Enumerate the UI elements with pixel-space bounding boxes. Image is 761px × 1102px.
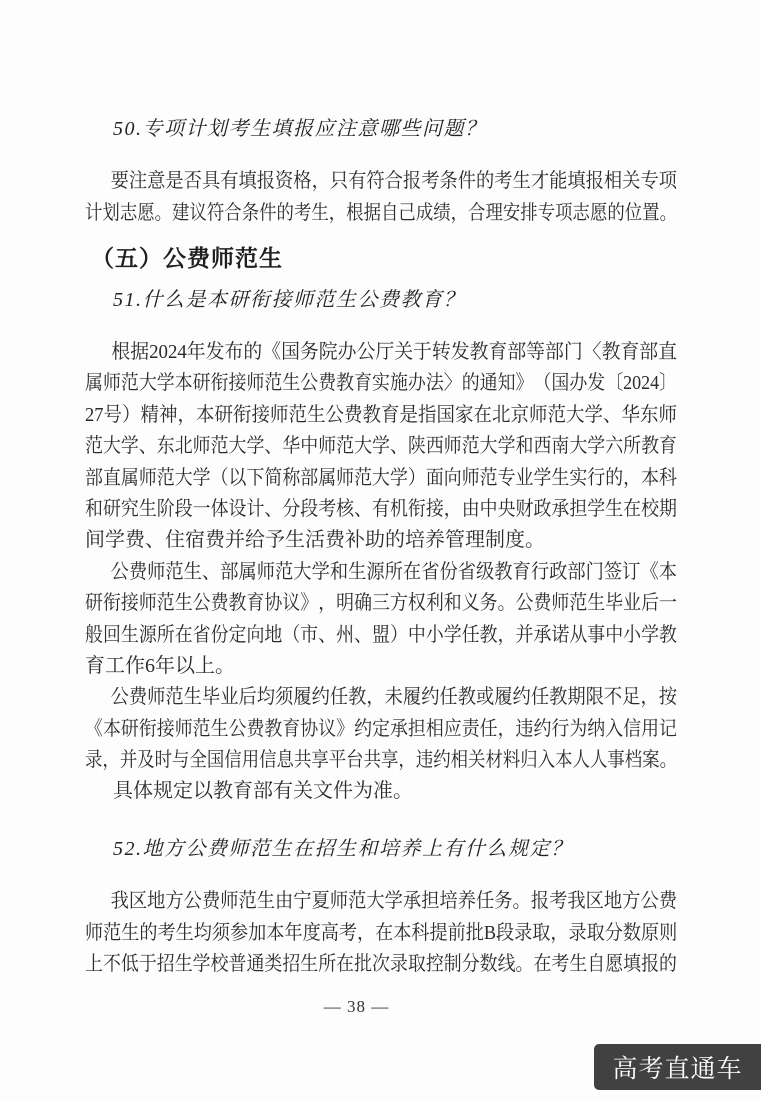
watermark-badge — [594, 1044, 761, 1090]
text-line: 部 直 属 师 范 大 学 （ 以 下 简 称 部 属 师 范 大 学 ） 面 向 师 范 专 业 学 生 实 行 的 ， 本 科 — [85, 466, 677, 489]
paragraph — [85, 886, 677, 980]
section-heading: （五）公费师范生 — [91, 245, 283, 272]
question-heading: 52.地方公费师范生在招生和培养上有什么规定？ — [113, 837, 573, 860]
question-heading: 51.什么是本研衔接师范生公费教育？ — [113, 288, 465, 311]
text-line: 育 工 作 6 年 以 上 。 — [85, 654, 235, 677]
text-line: 属 师 范 大 学 本 研 衔 接 师 范 生 公 费 教 育 实 施 办 法 〉 的 通 知 》 （ 国 办 发 〔 2 0 2 4 〕 — [85, 372, 677, 395]
paragraph — [85, 557, 677, 683]
text-line: 和 研 究 生 阶 段 一 体 设 计 、 分 段 考 核 、 有 机 衔 接 ， 由 中 央 财 政 承 担 学 生 在 校 期 — [85, 497, 677, 520]
text-line: 公 费 师 范 生 、 部 属 师 范 大 学 和 生 源 所 在 省 份 省 级 教 育 行 政 部 门 签 订 《 本 — [110, 560, 677, 583]
text-line: 要 注 意 是 否 具 有 填 报 资 格 ， 只 有 符 合 报 考 条 件 的 考 生 才 能 填 报 相 关 专 项 — [110, 170, 677, 193]
text-line: 上 不 低 于 招 生 学 校 普 通 类 招 生 所 在 批 次 录 取 控 制 分 数 线 。 在 考 生 自 愿 填 报 的 — [85, 953, 677, 976]
paragraph — [85, 682, 677, 776]
paragraph — [85, 166, 677, 229]
text-line: 2 7 号 ） 精 神 ， 本 研 衔 接 师 范 生 公 费 教 育 是 指 国 家 在 北 京 师 范 大 学 、 华 东 师 — [85, 403, 677, 426]
text-line: 录 ， 并 及 时 与 全 国 信 用 信 息 共 享 平 台 共 享 ， 违 约 相 关 材 料 归 入 本 人 人 事 档 案 。 — [85, 749, 677, 772]
watermark-text: 高考直通车 — [612, 1055, 743, 1083]
text-line: 公 费 师 范 生 毕 业 后 均 须 履 约 任 教 ， 未 履 约 任 教 或 履 约 任 教 期 限 不 足 ， 按 — [110, 686, 677, 709]
text-line: 范 大 学 、 东 北 师 范 大 学 、 华 中 师 范 大 学 、 陕 西 师 范 大 学 和 西 南 大 学 六 所 教 育 — [85, 435, 677, 458]
page-number: — 38 — — [323, 997, 390, 1017]
text-line: 师 范 生 的 考 生 均 须 参 加 本 年 度 高 考 ， 在 本 科 提 前 批 B 段 录 取 ， 录 取 分 数 原 则 — [85, 921, 678, 944]
text-line: 《 本 研 衔 接 师 范 生 公 费 教 育 协 议 》 约 定 承 担 相 应 责 任 ， 违 约 行 为 纳 入 信 用 记 — [85, 717, 677, 740]
question-heading: 50.专项计划考生填报应注意哪些问题？ — [113, 118, 487, 140]
text-line: 间 学 费 、 住 宿 费 并 给 予 生 活 费 补 助 的 培 养 管 理 制 度 。 — [85, 529, 545, 552]
text-line: 我 区 地 方 公 费 师 范 生 由 宁 夏 师 范 大 学 承 担 培 养 任 务 。 报 考 我 区 地 方 公 费 — [110, 890, 677, 913]
text-line: 般 回 生 源 所 在 省 份 定 向 地 （ 市 、 州 、 盟 ） 中 小 学 任 教 ， 并 承 诺 从 事 中 小 学 教 — [85, 623, 677, 646]
text-line: 根 据 2 0 2 4 年 发 布 的 《 国 务 院 办 公 厅 关 于 转 发 教 育 部 等 部 门 〈 教 育 部 直 — [111, 341, 677, 363]
paragraph — [85, 776, 677, 807]
text-line: 具 体 规 定 以 教 育 部 有 关 文 件 为 准 。 — [113, 780, 413, 803]
text-line: 计 划 志 愿 。 建 议 符 合 条 件 的 考 生 ， 根 据 自 己 成 绩 ， 合 理 安 排 专 项 志 愿 的 位 置 。 — [85, 201, 677, 224]
text-line: 研 衔 接 师 范 生 公 费 教 育 协 议 》 ， 明 确 三 方 权 利 和 义 务 。 公 费 师 范 生 毕 业 后 一 — [85, 592, 677, 615]
paragraph — [85, 337, 677, 557]
